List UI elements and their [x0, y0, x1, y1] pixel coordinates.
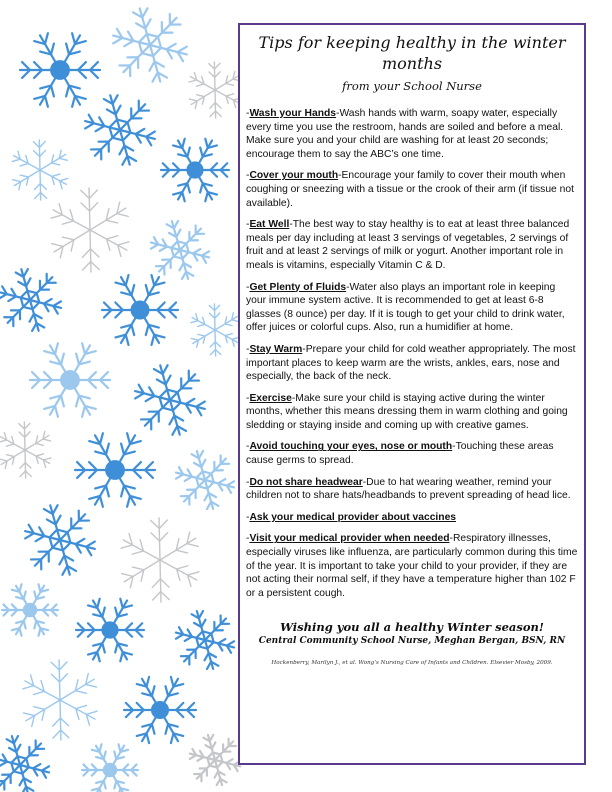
page-subtitle: from your School Nurse: [342, 79, 482, 93]
page-title: Tips for keeping healthy in the winter months: [258, 33, 566, 73]
tip-avoid-touching: -Avoid touching your eyes, nose or mouth-Touching these areas cause germs to spread.: [246, 441, 554, 467]
snowflake-icon: [0, 269, 61, 331]
snowflake-icon: [113, 8, 187, 81]
tip-heading: Do not share headwear: [249, 476, 363, 488]
snowflake-icon: [76, 599, 144, 662]
tip-stay-warm: -Stay Warm-Prepare your child for cold weather appropriately. The most important places to keep warm are the wrists, ankles, ears, nose and especially, the back of the neck.: [246, 343, 576, 383]
snowflake-icon: [135, 365, 205, 435]
snowflake-icon: [23, 660, 97, 740]
tip-headwear: -Do not share headwear-Due to hat wearing weather, remind your children not to share hats/headbands to prevent spreading of head lice.: [246, 476, 571, 502]
snowflake-icon: [20, 33, 100, 107]
tip-vaccines: -Ask your medical provider about vaccines: [246, 511, 457, 523]
snowflake-icon: [151, 221, 209, 279]
snowflake-icon: [190, 735, 240, 785]
snowflake-icon: [75, 433, 155, 507]
wishing-line: Wishing you all a healthy Winter season!: [280, 620, 544, 635]
snowflake-icon: [82, 744, 138, 792]
snowflake-icon: [176, 451, 234, 509]
tip-wash-hands: -Wash your Hands-Wash hands with warm, soapy water, especially every time you use the restroom, hands are soiled and before a meal. Make sure you and your child are washing for at least 20 seconds; encourage them to say the ABC’s one time.: [246, 108, 564, 160]
tip-heading: Cover your mouth: [249, 170, 339, 182]
snowflake-icon: [12, 140, 68, 200]
tip-heading: Avoid touching your eyes, nose or mouth: [249, 441, 453, 453]
snowflake-icon: [51, 188, 129, 272]
tip-text: -Make sure your child is staying active during the winter months, whether this means dressing them in warm clothing and going sledding or staying inside and coming up with creative games.: [246, 392, 568, 431]
tip-text: -Touching these areas cause germs to spread.: [246, 441, 554, 467]
snowflake-icon: [2, 584, 58, 636]
snowflake-icon: [85, 95, 155, 165]
tip-heading: Ask your medical provider about vaccines: [249, 511, 457, 523]
tip-text: -Water also plays an important role in keeping your immune system active. It is recommended to get at least 6-8 glasses (8 ounce) per day. If it is tough to get your child to drink water, offer juices or colorful cups. Also, run a humidifier at home.: [246, 281, 565, 334]
snowflake-icon: [121, 518, 199, 602]
tip-heading: Exercise: [249, 392, 292, 404]
tip-cover-mouth: -Cover your mouth-Encourage your family to cover their mouth when coughing or sneezing with a tissue or the crook of their arm (if tissue not available).: [246, 170, 574, 209]
snowflake-icon: [0, 736, 49, 792]
snowflake-icon: [124, 677, 196, 743]
snowflake-icon: [161, 139, 229, 202]
tip-exercise: -Exercise-Make sure your child is staying active during the winter months, whether this means dressing them in warm clothing and going sledding or staying inside and coming up with creative games.: [246, 392, 568, 431]
tip-text: -The best way to stay healthy is to eat at least three balanced meals per day including at least 3 servings of vegetables, 2 servings of fruit and at least 2 servings of milk or yogurt. Another important role in meals is vitamins, especially Vitamin C & D.: [246, 219, 570, 271]
tip-eat-well: -Eat Well-The best way to stay healthy is to eat at least three balanced meals per day including at least 3 servings of vegetables, 2 servings of fruit and at least 2 servings of milk or yogurt. Another important role in meals is vitamins, especially Vitamin C & D.: [246, 219, 570, 271]
snowflake-icon: [30, 343, 110, 417]
tip-heading: Get Plenty of Fluids: [249, 281, 347, 293]
tip-heading: Visit your medical provider when needed: [249, 533, 450, 545]
nurse-signature: Central Community School Nurse, Meghan Bergan, BSN, RN: [258, 636, 566, 647]
tip-heading: Eat Well: [249, 219, 290, 231]
tip-text: -Due to hat wearing weather, remind your children not to share hats/headbands to prevent spreading of head lice.: [246, 476, 571, 502]
tip-visit-provider: -Visit your medical provider when needed-Respiratory illnesses, especially viruses like influenza, are particularly common during this time of the year. It is important to take your child to your provider, if they are not acting their normal self, if they have a temperature higher than 102 F or a persistent cough.: [246, 533, 578, 599]
snowflake-icon: [176, 611, 234, 669]
tip-fluids: -Get Plenty of Fluids-Water also plays an important role in keeping your immune system active. It is recommended to get at least 6-8 glasses (8 ounce) per day. If it is tough to get your child to drink water, offer juices or colorful cups. Also, run a humidifier at home.: [246, 281, 565, 334]
tip-heading: Wash your Hands: [249, 108, 337, 119]
tips-panel: [238, 23, 586, 765]
reference-citation: Hockenberry, Marilyn J., et al. Wong’s Nursing Care of Infants and Children. Elsevier Mosby, 2009.: [271, 660, 553, 667]
tip-heading: Stay Warm: [249, 343, 303, 355]
tip-text: -Wash hands with warm, soapy water, especially every time you use the restroom, hands are soiled and before a meal. Make sure you and your child are washing for at least 20 seconds; encourage them to say the ABC’s one time.: [246, 108, 564, 160]
tip-text: -Prepare your child for cold weather appropriately. The most important places to keep warm are the wrists, ankles, ears, nose and especially, the back of the neck.: [246, 343, 576, 383]
tip-text: -Encourage your family to cover their mouth when coughing or sneezing with a tissue or the crook of their arm (if tissue not available).: [246, 170, 574, 209]
snowflake-icon: [191, 304, 239, 356]
snowflake-icon: [102, 275, 178, 345]
tip-text: -Respiratory illnesses, especially viruses like influenza, are particularly common during this time of the year. It is important to take your child to your provider, if they are not acting their normal self, if they have a temperature higher than 102 F or a persistent cough.: [246, 533, 578, 599]
snowflake-icon: [189, 62, 241, 118]
snowflake-icon: [0, 422, 51, 478]
snowflake-icon: [25, 505, 95, 575]
